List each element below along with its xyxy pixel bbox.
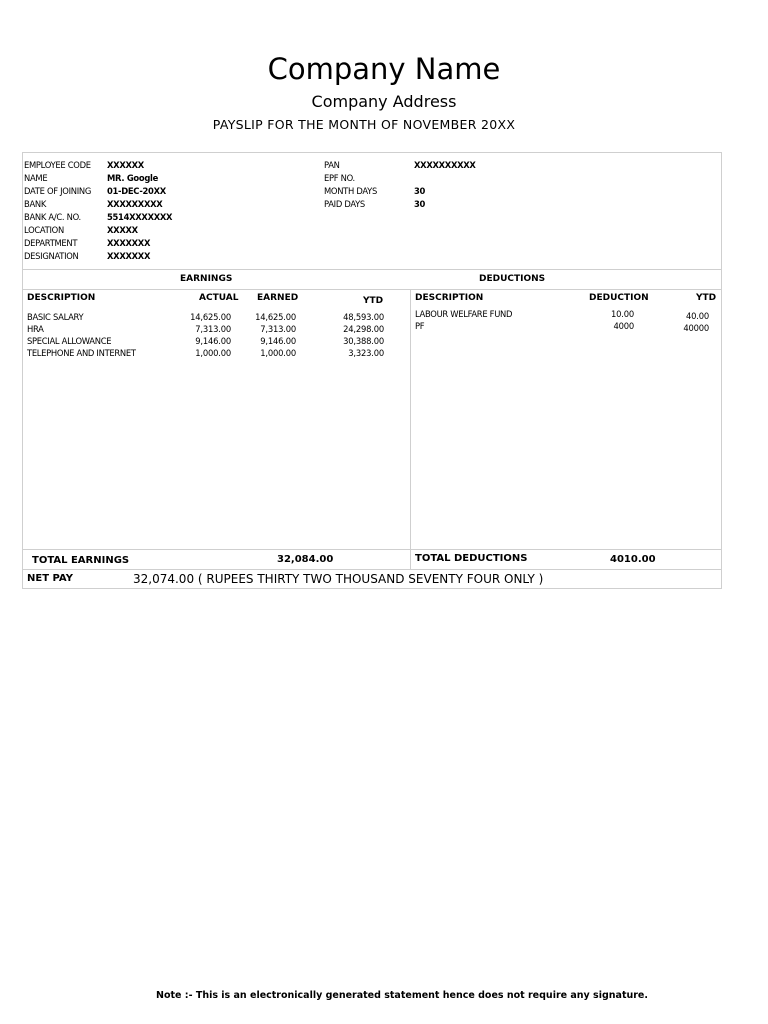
deductions-row-ytd: 40000 — [683, 323, 709, 333]
earnings-earned-header: EARNED — [257, 293, 299, 303]
employee-code-label: EMPLOYEE CODE — [24, 160, 91, 170]
deductions-row-description: LABOUR WELFARE FUND — [415, 309, 513, 319]
earnings-row-actual: 14,625.00 — [190, 312, 231, 322]
designation-value: XXXXXXX — [107, 251, 151, 261]
total-earnings-value: 32,084.00 — [277, 554, 334, 565]
company-address: Company Address — [311, 92, 457, 111]
earnings-row-actual: 7,313.00 — [195, 324, 231, 334]
earnings-row-earned: 1,000.00 — [260, 348, 296, 358]
deductions-description-header: DESCRIPTION — [415, 293, 484, 303]
earnings-description-header: DESCRIPTION — [27, 293, 96, 303]
date-of-joining-label: DATE OF JOINING — [24, 186, 92, 196]
divider — [23, 549, 721, 550]
deductions-row-ytd: 40.00 — [686, 311, 709, 321]
total-deductions-value: 4010.00 — [610, 554, 656, 565]
earnings-row-description: HRA — [27, 324, 44, 334]
deductions-row-deduction: 10.00 — [611, 309, 634, 319]
epf-no-label: EPF NO. — [324, 173, 355, 183]
deductions-row-deduction: 4000 — [613, 321, 634, 331]
bank-label: BANK — [24, 199, 47, 209]
earnings-row-ytd: 3,323.00 — [348, 348, 384, 358]
deductions-deduction-header: DEDUCTION — [589, 293, 649, 303]
company-name: Company Name — [267, 52, 501, 86]
earnings-row-description: BASIC SALARY — [27, 312, 84, 322]
total-earnings-label: TOTAL EARNINGS — [32, 555, 130, 566]
earnings-actual-header: ACTUAL — [199, 293, 239, 303]
payslip-title: PAYSLIP FOR THE MONTH OF NOVEMBER 20XX — [212, 117, 516, 132]
net-pay-label: NET PAY — [27, 573, 73, 584]
total-deductions-label: TOTAL DEDUCTIONS — [415, 553, 528, 564]
bank-value: XXXXXXXXX — [107, 199, 163, 209]
earnings-row-earned: 9,146.00 — [260, 336, 296, 346]
deductions-row-description: PF — [415, 321, 425, 331]
name-label: NAME — [24, 173, 48, 183]
divider — [410, 289, 411, 569]
designation-label: DESIGNATION — [24, 251, 79, 261]
location-value: XXXXX — [107, 225, 138, 235]
earnings-section-title: EARNINGS — [180, 274, 233, 284]
deductions-section-title: DEDUCTIONS — [479, 274, 546, 284]
earnings-row-ytd: 30,388.00 — [343, 336, 384, 346]
pan-value: XXXXXXXXXX — [414, 160, 476, 170]
month-days-label: MONTH DAYS — [324, 186, 377, 196]
name-value: MR. Google — [107, 173, 158, 183]
earnings-row-earned: 14,625.00 — [255, 312, 296, 322]
month-days-value: 30 — [414, 186, 426, 196]
location-label: LOCATION — [24, 225, 64, 235]
bank-account-label: BANK A/C. NO. — [24, 212, 81, 222]
earnings-row-ytd: 48,593.00 — [343, 312, 384, 322]
divider — [23, 269, 721, 270]
department-value: XXXXXXX — [107, 238, 151, 248]
bank-account-value: 5514XXXXXXX — [107, 212, 173, 222]
pan-label: PAN — [324, 160, 340, 170]
paid-days-label: PAID DAYS — [324, 199, 365, 209]
net-pay-value: 32,074.00 ( RUPEES THIRTY TWO THOUSAND SEVENTY FOUR ONLY ) — [133, 572, 544, 586]
earnings-row-actual: 9,146.00 — [195, 336, 231, 346]
date-of-joining-value: 01-DEC-20XX — [107, 186, 166, 196]
earnings-ytd-header: YTD — [363, 296, 384, 306]
divider — [23, 289, 721, 290]
earnings-row-actual: 1,000.00 — [195, 348, 231, 358]
deductions-ytd-header: YTD — [696, 293, 717, 303]
payslip-table — [22, 152, 722, 589]
divider — [23, 569, 721, 570]
earnings-row-earned: 7,313.00 — [260, 324, 296, 334]
department-label: DEPARTMENT — [24, 238, 78, 248]
earnings-row-description: TELEPHONE AND INTERNET — [27, 348, 136, 358]
earnings-row-ytd: 24,298.00 — [343, 324, 384, 334]
footer-note: Note :- This is an electronically generated statement hence does not require any signature. — [156, 990, 648, 1001]
employee-code-value: XXXXXX — [107, 160, 144, 170]
paid-days-value: 30 — [414, 199, 426, 209]
earnings-row-description: SPECIAL ALLOWANCE — [27, 336, 112, 346]
